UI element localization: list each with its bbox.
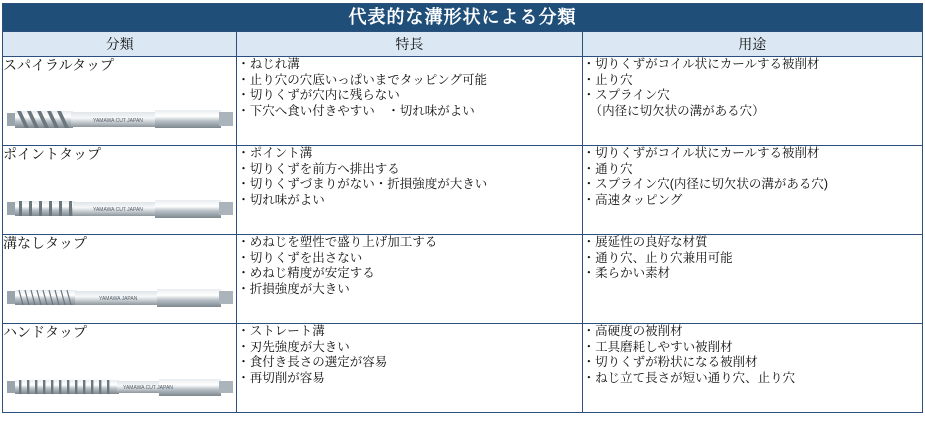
use-line: ・通り穴 (582, 161, 633, 176)
feature-line: ・下穴へ食い付きやすい ・切れ味がよい (237, 103, 475, 118)
table-row (3, 324, 923, 413)
use-line: ・止り穴 (582, 72, 633, 87)
feature-line: ・再切削が容易 (237, 370, 325, 385)
svg-text:YAMAWA JAPAN: YAMAWA JAPAN (99, 296, 138, 302)
svg-text:YAMAWA CUT JAPAN: YAMAWA CUT JAPAN (93, 207, 143, 213)
use-line: ・高硬度の被削材 (582, 324, 683, 338)
use-line: ・ねじ立て長さが短い通り穴、止り穴 (582, 370, 796, 385)
use-line: （内径に切欠状の溝がある穴） (589, 103, 765, 118)
feature-line: ・折損強度が大きい (237, 281, 350, 296)
category-cell (3, 57, 237, 146)
use-line: ・切りくずがコイル状にカールする被削材 (582, 146, 820, 160)
use-line: ・スプライン穴 (582, 88, 670, 102)
feature-line: ・食付き長さの選定が容易 (237, 355, 388, 369)
feature-line: ・切りくずを前方へ排出する (237, 161, 400, 176)
table-header-row (3, 32, 923, 57)
feature-line: ・ポイント溝 (237, 146, 313, 160)
tap-classification-table (2, 3, 923, 413)
feature-line: ・切れ味がよい (237, 192, 325, 207)
table-row (3, 57, 923, 146)
category-cell (3, 146, 237, 235)
feature-line: ・めねじを塑性で盛り上げ加工する (237, 235, 438, 249)
feature-line: ・切りくずが穴内に残らない (237, 88, 400, 102)
feature-line: ・切りくずを出さない (237, 250, 363, 265)
table-row (3, 235, 923, 324)
point-tap-photo (7, 176, 235, 228)
use-line: ・工具磨耗しやすい被削材 (582, 339, 733, 354)
category-label: スパイラルタップ (3, 57, 115, 73)
category-label: ハンドタップ (3, 324, 87, 340)
category-cell (3, 324, 237, 413)
header-uses: 用途 (582, 32, 922, 57)
table-title-row (3, 4, 923, 32)
feature-line: ・めねじ精度が安定する (237, 266, 375, 280)
header-category: 分類 (3, 32, 237, 57)
feature-line: ・刃先強度が大きい (237, 339, 350, 354)
uses-cell (582, 235, 922, 324)
use-line: ・通り穴、止り穴兼用可能 (582, 250, 733, 265)
use-line: ・高速タッピング (582, 192, 683, 207)
features-cell (237, 235, 582, 324)
use-line: ・スプライン穴(内径に切欠状の溝がある穴) (582, 177, 829, 191)
spiral-tap-photo (7, 87, 235, 139)
category-cell (3, 235, 237, 324)
feature-line: ・ねじれ溝 (237, 57, 300, 71)
table-title: 代表的な溝形状による分類 (3, 4, 923, 32)
uses-cell (582, 57, 922, 146)
feature-line: ・止り穴の穴底いっぱいまでタッピング可能 (237, 72, 488, 87)
svg-text:YAMAWA CUT JAPAN: YAMAWA CUT JAPAN (123, 385, 173, 391)
grooveless-tap-photo (7, 265, 235, 317)
category-label: 溝なしタップ (3, 235, 87, 251)
features-cell (237, 146, 582, 235)
features-cell (237, 324, 582, 413)
features-cell (237, 57, 582, 146)
use-line: ・柔らかい素材 (582, 266, 671, 280)
header-features: 特長 (237, 32, 582, 57)
uses-cell (582, 146, 922, 235)
hand-tap-photo (7, 354, 235, 406)
use-line: ・切りくずが粉状になる被削材 (582, 355, 758, 369)
uses-cell (582, 324, 922, 413)
svg-text:YAMAWA CUT JAPAN: YAMAWA CUT JAPAN (93, 118, 143, 124)
use-line: ・切りくずがコイル状にカールする被削材 (582, 57, 820, 71)
category-label: ポイントタップ (3, 146, 101, 162)
feature-line: ・切りくずづまりがない・折損強度が大きい (237, 177, 488, 191)
use-line: ・展延性の良好な材質 (582, 235, 708, 249)
feature-line: ・ストレート溝 (237, 324, 325, 338)
table-row (3, 146, 923, 235)
